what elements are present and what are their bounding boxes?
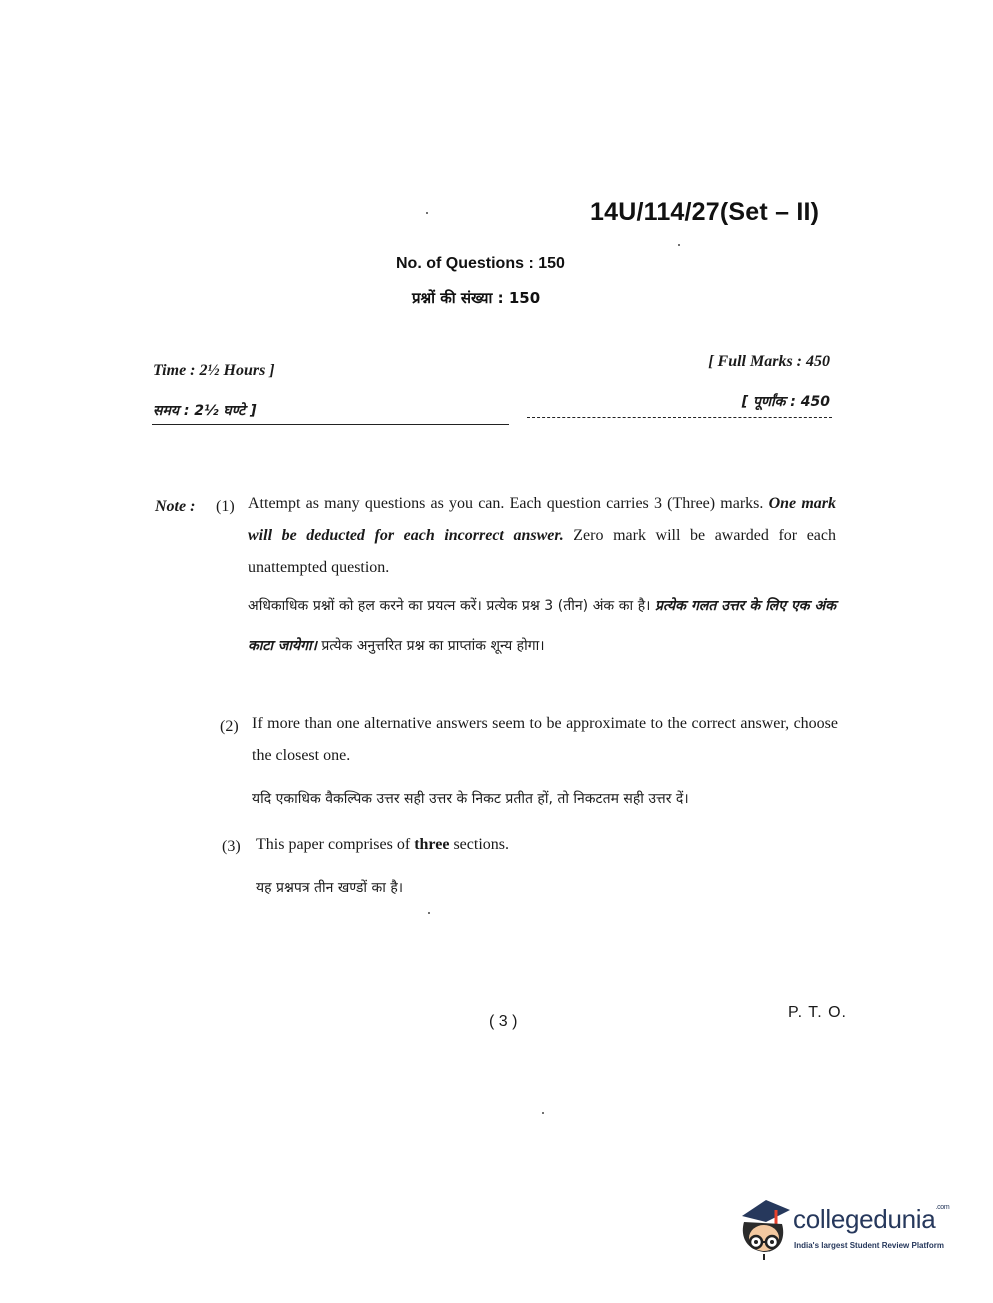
note-item-1-en-text-b: Zero mark will be awarded for each unattempted question.: [248, 527, 837, 576]
collegedunia-logo: [736, 1196, 966, 1260]
full-marks-hi: [ पूर्णांक : 450: [741, 394, 830, 410]
note-item-3-en-text-b: sections.: [449, 836, 509, 853]
scan-speck: [426, 212, 428, 214]
num-questions-en: No. of Questions : 150: [396, 255, 565, 272]
time-hi: समय : 2½ घण्टे ]: [153, 403, 257, 419]
page-number: ( 3 ): [489, 1013, 518, 1030]
logo-tagline: India's largest Student Review Platform: [794, 1241, 944, 1250]
time-en: Time : 2½ Hours ]: [153, 362, 275, 379]
note-item-1-hi-text-b: प्रत्येक अनुत्तरित प्रश्न का प्राप्तांक शून्य होगा।: [316, 638, 545, 654]
note-item-2-hindi: यदि एकाधिक वैकल्पिक उत्तर सही उत्तर के निकट प्रतीत हों, तो निकटतम सही उत्तर दें।: [252, 791, 689, 807]
note-item-3-number: (3): [222, 838, 241, 855]
note-item-1-en-emphasis: One mark will be deducted for each incorrect answer.: [248, 495, 836, 544]
scan-speck: [428, 912, 430, 914]
note-item-3-en-text-a: This paper comprises of: [256, 836, 415, 853]
num-questions-hi: प्रश्नों की संख्या : 150: [412, 289, 541, 307]
note-label: Note :: [155, 498, 196, 515]
logo-name: collegedunia: [793, 1204, 936, 1234]
note-item-1-english: [248, 488, 836, 584]
divider-left: [152, 424, 509, 425]
mascot-icon: [736, 1196, 792, 1260]
full-marks-en: [ Full Marks : 450: [708, 353, 830, 370]
note-item-1-hi-text-a: अधिकाधिक प्रश्नों को हल करने का प्रयत्न करें। प्रत्येक प्रश्न 3 (तीन) अंक का है।: [248, 598, 656, 614]
scan-speck: [542, 1112, 544, 1114]
note-item-2-number: (2): [220, 718, 239, 735]
pto-label: P. T. O.: [788, 1004, 847, 1021]
note-item-3-english: [256, 829, 816, 861]
note-item-1-en-text-a: Attempt as many questions as you can. Each question carries 3 (Three) marks.: [248, 495, 769, 512]
note-item-1-hi-emphasis: प्रत्येक गलत उत्तर के लिए एक अंक काटा जायेगा।: [248, 598, 836, 654]
note-item-3-hindi: यह प्रश्नपत्र तीन खण्डों का है।: [256, 880, 404, 896]
logo-wordmark: [793, 1204, 949, 1235]
logo-suffix: .com: [935, 1204, 950, 1211]
note-item-1-number: (1): [216, 498, 235, 515]
divider-right: [527, 417, 832, 418]
scan-speck: [678, 244, 680, 246]
note-item-2-english: If more than one alternative answers seem to be approximate to the correct answer, choose the closest one.: [252, 715, 838, 764]
note-item-3-en-emphasis: three: [414, 836, 450, 853]
note-item-1-hindi: [248, 586, 836, 666]
paper-code: 14U/114/27(Set – II): [590, 198, 820, 226]
